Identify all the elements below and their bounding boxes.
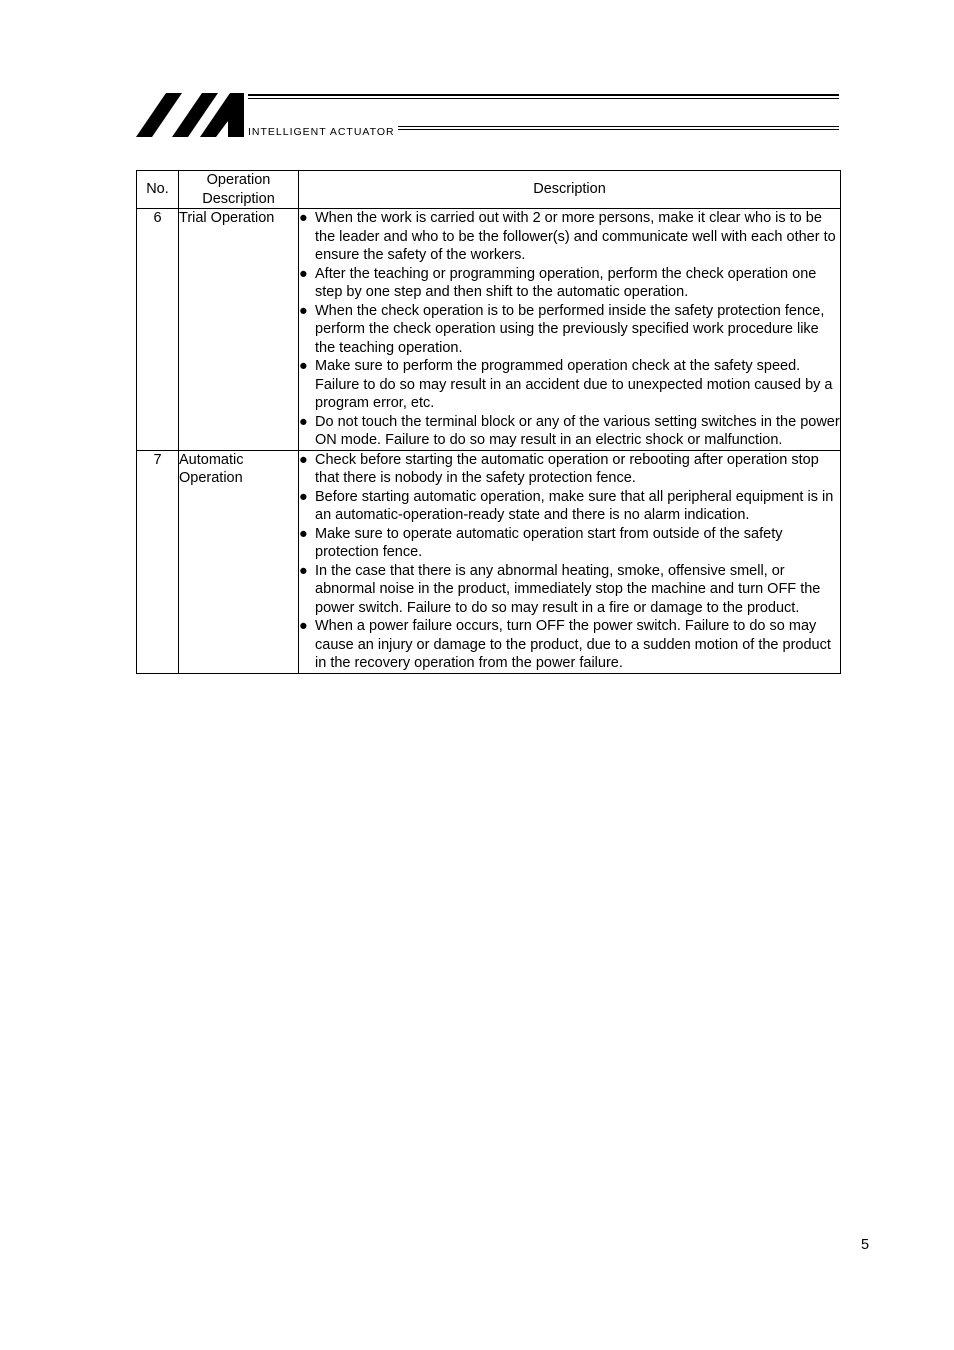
header-rule-top-1: [248, 94, 839, 96]
bullet-icon: ●: [299, 358, 308, 374]
header-no: No.: [137, 171, 179, 209]
table-row: [137, 450, 841, 673]
bullet-text: Do not touch the terminal block or any of the various setting switches in the power ON mode. Failure to do so may result in an electric shock or malfunction.: [315, 413, 840, 448]
bullet-icon: ●: [299, 562, 308, 579]
row-number: 6: [137, 209, 179, 451]
bullet-icon: ●: [299, 413, 308, 430]
page-number: 5: [861, 1237, 870, 1253]
header-rule-bottom-2: [398, 129, 839, 130]
bullet-text: Make sure to operate automatic operation start from outside of the safety protection fence.: [315, 525, 783, 560]
bullet-icon: ●: [299, 618, 308, 634]
bullet-item: [299, 302, 840, 358]
bullet-item: [299, 488, 840, 525]
brand-text: INTELLIGENT ACTUATOR: [248, 126, 395, 138]
row-operation: Automatic Operation: [179, 450, 299, 673]
bullet-item: [299, 451, 840, 488]
bullet-item: [299, 209, 840, 265]
bullet-icon: ●: [299, 210, 308, 226]
header-rule-bottom-1: [398, 126, 839, 127]
page-header: [136, 90, 839, 140]
header-operation: Operation Description: [179, 171, 299, 209]
bullet-item: [299, 413, 840, 450]
bullet-item: [299, 265, 840, 302]
bullet-text: When the work is carried out with 2 or more persons, make it clear who is to be the leader and who to be the follower(s) and communicate well with each other to ensure the safety of the workers.: [315, 210, 836, 263]
bullet-text: In the case that there is any abnormal heating, smoke, offensive smell, or abnormal noise in the product, immediately stop the machine and turn OFF the power switch. Failure to do so may result in a fire or damage to the product.: [315, 562, 821, 616]
iai-logo-icon: [136, 90, 248, 140]
row-number: 7: [137, 450, 179, 673]
header-description: Description: [299, 171, 841, 209]
row-operation: Trial Operation: [179, 209, 299, 451]
bullet-text: Make sure to perform the programmed operation check at the safety speed. Failure to do so may result in an accident due to unexpected motion caused by a program error, etc.: [315, 358, 833, 411]
bullet-item: [299, 357, 840, 413]
header-rule-top-2: [248, 98, 839, 99]
bullet-text: When the check operation is to be performed inside the safety protection fence, perform the check operation using the previously specified work procedure like the teaching operation.: [315, 302, 825, 356]
bullet-text: When a power failure occurs, turn OFF the power switch. Failure to do so may cause an injury or damage to the product, due to a sudden motion of the product in the recovery operation from the power failure.: [315, 618, 831, 671]
row-description: [299, 450, 841, 673]
table-row: [137, 209, 841, 451]
row-description: [299, 209, 841, 451]
safety-table: [136, 170, 841, 674]
bullet-icon: ●: [299, 451, 308, 468]
bullet-item: [299, 525, 840, 562]
bullet-item: [299, 562, 840, 618]
bullet-icon: ●: [299, 488, 308, 505]
bullet-text: Before starting automatic operation, make sure that all peripheral equipment is in an automatic-operation-ready state and there is no alarm indication.: [315, 488, 834, 523]
bullet-text: Check before starting the automatic operation or rebooting after operation stop that there is nobody in the safety protection fence.: [315, 451, 819, 486]
bullet-item: [299, 617, 840, 673]
bullet-text: After the teaching or programming operation, perform the check operation one step by one step and then shift to the automatic operation.: [315, 265, 817, 300]
bullet-icon: ●: [299, 265, 308, 282]
bullet-icon: ●: [299, 302, 308, 319]
table-header-row: [137, 171, 841, 209]
bullet-icon: ●: [299, 525, 308, 542]
